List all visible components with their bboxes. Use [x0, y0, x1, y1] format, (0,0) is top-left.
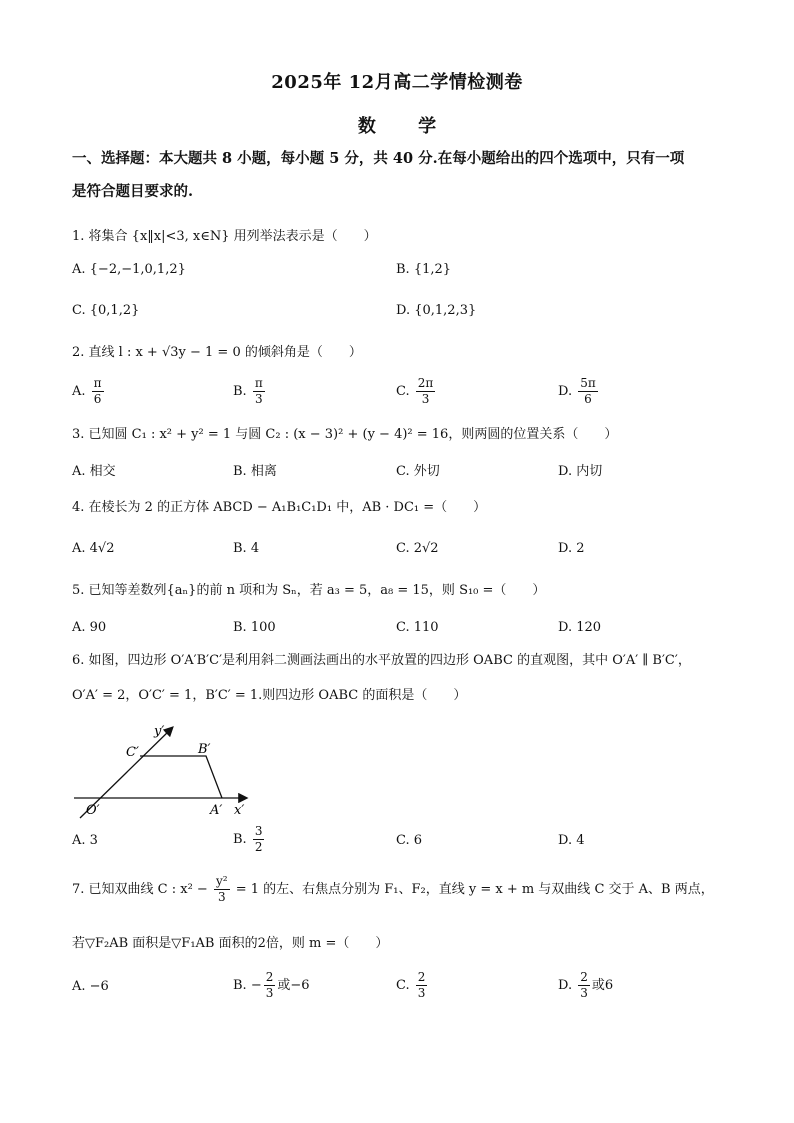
q7-option-b [233, 970, 310, 1001]
frac-denominator: 3 [417, 986, 426, 1000]
frac-numerator: π [254, 376, 263, 390]
q2-option-a-fraction [92, 376, 104, 407]
frac-numerator: 3 [254, 824, 263, 838]
q2-option-c-fraction [416, 376, 436, 407]
q6-option-b-label: B. [233, 832, 247, 847]
q3-option-b: B. 相离 [233, 464, 277, 479]
q6-option-b-fraction [253, 824, 265, 855]
q7-option-b-fraction [264, 970, 276, 1001]
q2-option-d [558, 376, 600, 407]
q6-option-a: A. 3 [72, 833, 98, 848]
q5-option-c: C. 110 [396, 620, 439, 635]
question-7-stem-line1 [72, 874, 714, 905]
frac-numerator: 2 [417, 970, 426, 984]
q5-option-b: B. 100 [233, 620, 276, 635]
frac-denominator: 6 [584, 392, 592, 406]
label-a-prime: A′ [210, 803, 223, 818]
q2-option-a [72, 376, 106, 407]
frac-denominator: 3 [217, 890, 226, 904]
q3-option-a: A. 相交 [72, 464, 116, 479]
page-title: 2025年 12月高二学情检测卷 [271, 72, 523, 93]
q2-option-b-label: B. [233, 384, 247, 399]
frac-denominator: 3 [580, 986, 588, 1000]
oblique-projection-figure [70, 718, 260, 820]
q2-option-c [396, 376, 437, 407]
q7-option-c [396, 970, 429, 1001]
q6-option-c: C. 6 [396, 833, 423, 848]
quadrilateral-edges [140, 756, 222, 798]
frac-numerator: 2 [265, 970, 274, 984]
question-5-stem: 5. 已知等差数列{aₙ}的前 n 项和为 Sₙ，若 a₃ = 5，a₈ = 15，则 S₁₀ =（ ） [72, 583, 546, 598]
q2-option-b-fraction [253, 376, 265, 407]
q7-stem-part1: 7. 已知双曲线 C : x² − [72, 882, 208, 897]
subject-heading: 数 学 [357, 116, 455, 137]
frac-denominator: 3 [265, 986, 274, 1000]
q1-option-b: B. {1,2} [396, 262, 452, 277]
q7-option-d-fraction [578, 970, 590, 1001]
frac-numerator: π [93, 376, 102, 390]
q3-option-c: C. 外切 [396, 464, 440, 479]
label-o-prime: O′ [86, 803, 100, 818]
q7-option-d-suffix: 或6 [591, 978, 614, 993]
q1-option-d: D. {0,1,2,3} [396, 303, 477, 318]
frac-numerator: 2 [580, 970, 588, 984]
frac-denominator: 3 [421, 392, 430, 406]
label-c-prime: C′ [126, 745, 139, 760]
label-y-prime: y′ [154, 724, 165, 739]
frac-denominator: 2 [254, 840, 263, 854]
frac-numerator: 2π [417, 376, 434, 390]
q5-option-a: A. 90 [72, 620, 107, 635]
q7-stem-part2: = 1 的左、右焦点分别为 F₁、F₂，直线 y = x + m 与双曲线 C 交于 A、B 两点， [235, 882, 714, 897]
q7-option-b-suffix: 或−6 [277, 978, 310, 993]
q7-option-d-label: D. [558, 978, 573, 993]
q4-option-c: C. 2√2 [396, 541, 439, 556]
q7-option-c-fraction [416, 970, 428, 1001]
q4-option-b: B. 4 [233, 541, 260, 556]
q3-option-d: D. 内切 [558, 464, 603, 479]
q7-stem-fraction [214, 874, 230, 905]
q2-option-c-label: C. [396, 384, 410, 399]
question-6-stem-line1: 6. 如图，四边形 O′A′B′C′是利用斜二测画法画出的水平放置的四边形 OABC 的直观图，其中 O′A′ ∥ B′C′， [72, 653, 691, 668]
q7-option-a: A. −6 [72, 979, 109, 994]
label-b-prime: B′ [198, 742, 211, 757]
question-6-stem-line2: O′A′ = 2，O′C′ = 1，B′C′ = 1.则四边形 OABC 的面积是（ ） [72, 688, 467, 703]
q1-option-a: A. {−2,−1,0,1,2} [72, 262, 186, 277]
q6-option-d: D. 4 [558, 833, 585, 848]
section-heading-line1: 一、选择题：本大题共 8 小题，每小题 5 分，共 40 分.在每小题给出的四个选项中，只有一项 [72, 150, 685, 167]
q4-option-a: A. 4√2 [72, 541, 115, 556]
frac-numerator: 5π [580, 376, 596, 390]
label-x-prime: x′ [234, 803, 245, 818]
q2-option-b [233, 376, 267, 407]
question-2-stem: 2. 直线 l : x + √3y − 1 = 0 的倾斜角是（ ） [72, 345, 362, 360]
q5-option-d: D. 120 [558, 620, 602, 635]
question-7-stem-line2: 若▽F₂AB 面积是▽F₁AB 面积的2倍，则 m =（ ） [72, 936, 389, 951]
q2-option-d-label: D. [558, 384, 573, 399]
q2-option-a-label: A. [72, 384, 86, 399]
q7-option-c-label: C. [396, 978, 410, 993]
q7-option-b-label: B. − [233, 978, 262, 993]
q6-option-b [233, 824, 266, 855]
question-4-stem: 4. 在棱长为 2 的正方体 ABCD − A₁B₁C₁D₁ 中，AB · DC₁ =（ ） [72, 500, 487, 515]
frac-denominator: 6 [93, 392, 102, 406]
frac-denominator: 3 [254, 392, 263, 406]
frac-numerator: y² [215, 874, 228, 888]
question-3-stem: 3. 已知圆 C₁ : x² + y² = 1 与圆 C₂ : (x − 3)² + (y − 4)² = 16，则两圆的位置关系（ ） [72, 427, 618, 442]
section-heading-line2: 是符合题目要求的. [72, 183, 194, 200]
q4-option-d: D. 2 [558, 541, 585, 556]
q2-option-d-fraction [578, 376, 598, 407]
q1-option-c: C. {0,1,2} [72, 303, 140, 318]
question-1-stem: 1. 将集合 {x‖x|<3, x∈N} 用列举法表示是（ ） [72, 229, 377, 244]
q7-option-d [558, 970, 613, 1001]
